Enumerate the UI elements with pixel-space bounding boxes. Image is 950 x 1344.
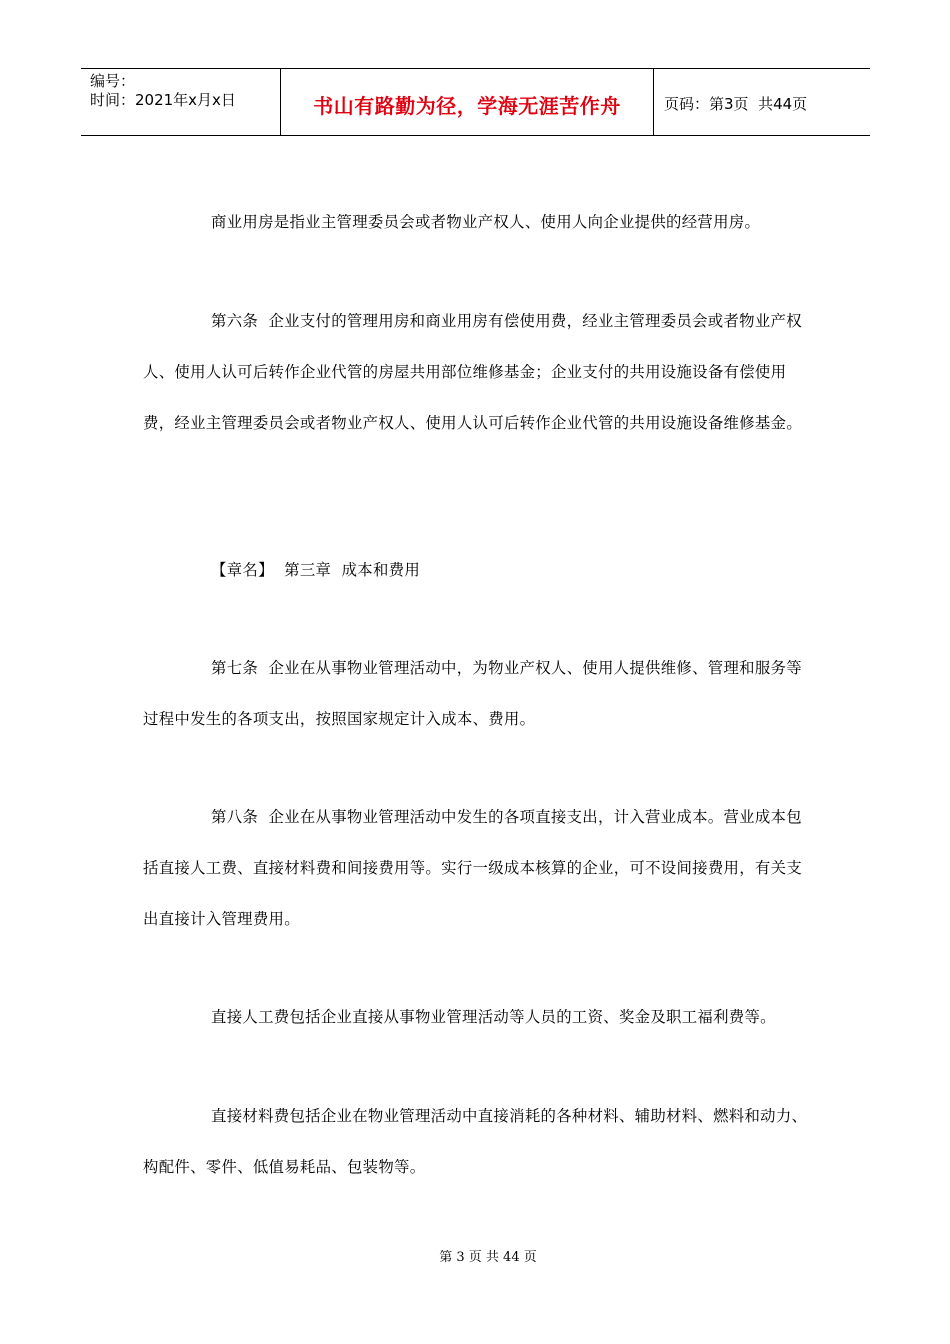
paragraph-article-7: 第七条 企业在从事物业管理活动中，为物业产权人、使用人提供维修、管理和服务等过程中发生的各项支出，按照国家规定计入成本、费用。	[143, 659, 802, 728]
chapter-heading: 【章名】 第三章 成本和费用	[211, 561, 421, 579]
paragraph-article-6: 第六条 企业支付的管理用房和商业用房有偿使用费，经业主管理委员会或者物业产权人、使用人认可后转作企业代管的房屋共用部位维修基金；企业支付的共用设施设备有偿使用费，经业主管理委员会或者物业产权人、使用人认可后转作企业代管的共用设施设备维修基金。	[143, 312, 803, 432]
header-motto: 书山有路勤为径，学海无涯苦作舟	[281, 69, 654, 135]
page-footer: 第 3 页 共 44 页	[439, 1250, 537, 1265]
paragraph-direct-labor: 直接人工费包括企业直接从事物业管理活动等人员的工资、奖金及职工福利费等。	[211, 1008, 776, 1026]
header-page-info: 页码：第3页 共44页	[664, 94, 808, 113]
paragraph-article-8: 第八条 企业在从事物业管理活动中发生的各项直接支出，计入营业成本。营业成本包括直接人工费、直接材料费和间接费用等。实行一级成本核算的企业，可不设间接费用，有关支出直接计入管理费用。	[143, 808, 803, 928]
page-header	[81, 68, 870, 136]
header-meta	[81, 69, 281, 135]
document-number-label: 编号：	[90, 72, 136, 90]
document-time-label: 时间：2021年x月x日	[90, 91, 236, 109]
paragraph-direct-materials: 直接材料费包括企业在物业管理活动中直接消耗的各种材料、辅助材料、燃料和动力、构配件、零件、低值易耗品、包装物等。	[143, 1107, 808, 1176]
paragraph-commercial-housing: 商业用房是指业主管理委员会或者物业产权人、使用人向企业提供的经营用房。	[211, 213, 761, 231]
